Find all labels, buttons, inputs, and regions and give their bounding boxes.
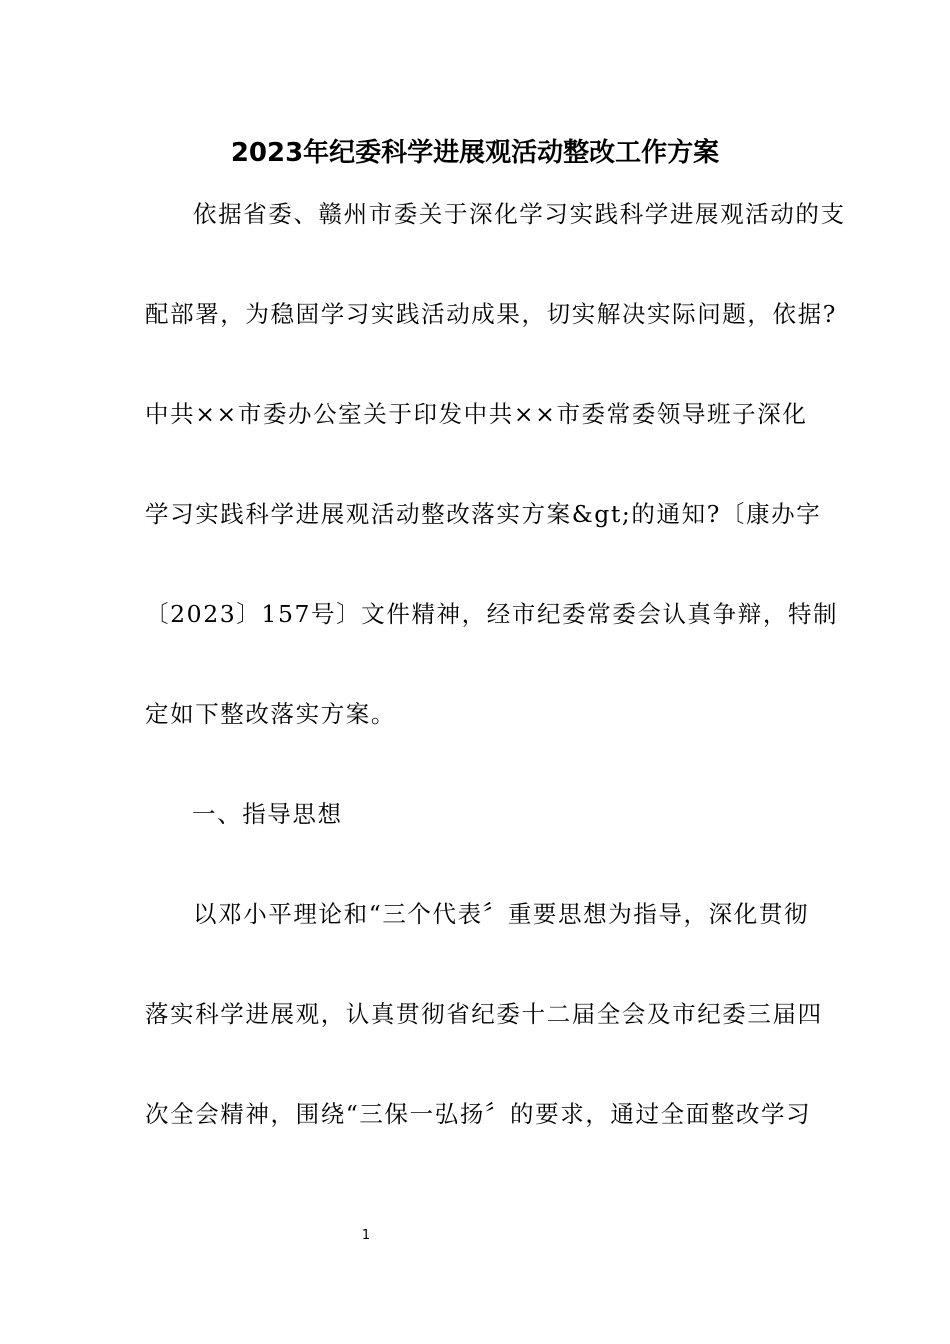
paragraph-line: 定如下整改落实方案。 (145, 700, 396, 728)
page-number: 1 (361, 1228, 371, 1243)
paragraph-line: 以邓小平理论和“三个代表〞重要思想为指导，深化贯彻 (193, 900, 810, 928)
document-title: 2023年纪委科学进展观活动整改工作方案 (230, 138, 720, 168)
paragraph-line: 学习实践科学进展观活动整改落实方案&gt;的通知?〔康办字 (145, 500, 822, 528)
paragraph-line: 依据省委、赣州市委关于深化学习实践科学进展观活动的支 (193, 200, 846, 228)
paragraph-line: 〔2023〕157号〕文件精神，经市纪委常委会认真争辩，特制 (145, 600, 839, 628)
section-heading: 一、指导思想 (192, 800, 343, 828)
paragraph-line: 落实科学进展观，认真贯彻省纪委十二届全会及市纪委三届四 (145, 1000, 823, 1028)
paragraph-line: 次全会精神，围绕“三保一弘扬〞的要求，通过全面整改学习 (145, 1100, 812, 1128)
paragraph-line: 配部署，为稳固学习实践活动成果，切实解决实际问题，依据? (145, 300, 837, 328)
paragraph-line: 中共××市委办公室关于印发中共××市委常委领导班子深化 (145, 400, 808, 428)
